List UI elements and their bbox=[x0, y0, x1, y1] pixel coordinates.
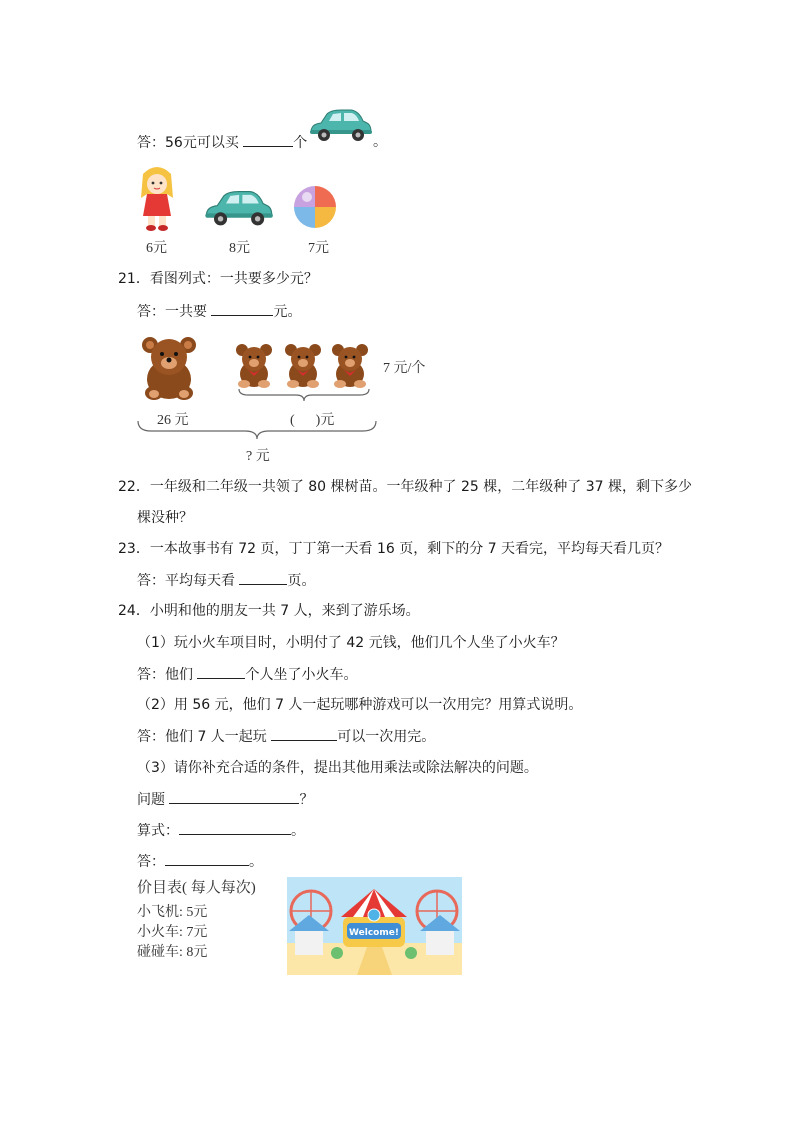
q24-formula-label: 算式： bbox=[137, 823, 179, 839]
q24-part1-answer-suffix: 个人坐了小火车。 bbox=[245, 667, 358, 683]
total-brace bbox=[137, 420, 377, 440]
q24-part3: （3）请你补充合适的条件，提出其他用乘法或除法解决的问题。 bbox=[137, 760, 538, 776]
q24-formula-line bbox=[137, 820, 305, 841]
q20-answer-unit: 个 bbox=[293, 135, 308, 151]
doll-icon bbox=[137, 164, 177, 232]
price-list bbox=[137, 878, 256, 963]
q21-answer-blank[interactable] bbox=[211, 301, 273, 316]
car-icon bbox=[307, 108, 373, 144]
q24-part1-blank[interactable] bbox=[197, 664, 245, 679]
car-icon bbox=[202, 189, 274, 229]
q20-answer-blank[interactable] bbox=[243, 132, 293, 147]
q24-question-blank[interactable] bbox=[169, 789, 299, 804]
q21-answer-prefix: 答：一共要 bbox=[137, 304, 207, 320]
q23-answer-blank[interactable] bbox=[239, 570, 287, 585]
q23-question: 23．一本故事书有 72 页，丁丁第一天看 16 页，剩下的分 7 天看完，平均每天看几页？ bbox=[118, 541, 670, 557]
q21-answer-line bbox=[137, 301, 301, 322]
q24-part2-answer-prefix: 答：他们 7 人一起玩 bbox=[137, 729, 267, 745]
small-bears-total: ( )元 bbox=[290, 413, 335, 428]
q24-part1: （1）玩小火车项目时，小明付了 42 元钱，他们几个人坐了小火车？ bbox=[137, 635, 565, 651]
q24-formula-blank[interactable] bbox=[179, 820, 291, 835]
small-bear-icon bbox=[283, 343, 323, 389]
q24-part2-answer-suffix: 可以一次用完。 bbox=[337, 729, 436, 745]
price-list-title: 价目表( 每人每次) bbox=[137, 880, 256, 896]
small-bear-unit-price: 7 元/个 bbox=[383, 361, 426, 376]
q22-line1: 22．一年级和二年级一共领了 80 棵树苗。一年级种了 25 棵，二年级种了 37 棵，剩下多少 bbox=[118, 479, 692, 495]
q24-part1-answer-prefix: 答：他们 bbox=[137, 667, 193, 683]
q24-question-line bbox=[137, 789, 313, 810]
big-bear-price: 26 元 bbox=[157, 413, 189, 428]
q20-answer-prefix: 答：56元可以买 bbox=[137, 135, 239, 151]
ball-icon bbox=[293, 185, 337, 229]
q24-answer-line bbox=[137, 851, 263, 872]
q22-line2: 棵没种？ bbox=[137, 510, 193, 526]
q24-formula-end: 。 bbox=[291, 823, 305, 839]
big-bear-icon bbox=[138, 335, 200, 401]
welcome-sign-text: Welcome! bbox=[349, 928, 399, 938]
q24-part1-answer bbox=[137, 664, 357, 685]
q20-answer-line bbox=[137, 132, 307, 153]
q24-question-label: 问题 bbox=[137, 792, 165, 808]
amusement-park-image bbox=[287, 877, 462, 975]
q24-answer-label: 答： bbox=[137, 854, 165, 870]
q24-intro: 24．小明和他的朋友一共 7 人，来到了游乐场。 bbox=[118, 603, 420, 619]
price-item-train: 小火车: 7元 bbox=[137, 925, 208, 940]
q20-answer-end: 。 bbox=[373, 134, 387, 150]
q24-answer-end: 。 bbox=[249, 854, 263, 870]
q24-part2: （2）用 56 元，他们 7 人一起玩哪种游戏可以一次用完？用算式说明。 bbox=[137, 697, 583, 713]
price-item-bumper-car: 碰碰车: 8元 bbox=[137, 945, 208, 960]
q23-answer-line bbox=[137, 570, 315, 591]
grand-total: ? 元 bbox=[246, 449, 270, 464]
ball-price: 7元 bbox=[308, 241, 329, 256]
small-bear-icon bbox=[234, 343, 274, 389]
q24-part2-blank[interactable] bbox=[271, 726, 337, 741]
car-price: 8元 bbox=[229, 241, 250, 256]
q23-answer-prefix: 答：平均每天看 bbox=[137, 573, 235, 589]
q21-answer-suffix: 元。 bbox=[273, 304, 302, 320]
q21-question: 21．看图列式：一共要多少元？ bbox=[118, 271, 318, 287]
q24-answer-blank[interactable] bbox=[165, 851, 249, 866]
small-bear-icon bbox=[330, 343, 370, 389]
doll-price: 6元 bbox=[146, 241, 167, 256]
q24-question-end: ？ bbox=[299, 792, 314, 808]
q24-part2-answer bbox=[137, 726, 435, 747]
small-bears-brace bbox=[238, 388, 370, 402]
price-item-plane: 小飞机: 5元 bbox=[137, 905, 208, 920]
q23-answer-suffix: 页。 bbox=[287, 573, 316, 589]
